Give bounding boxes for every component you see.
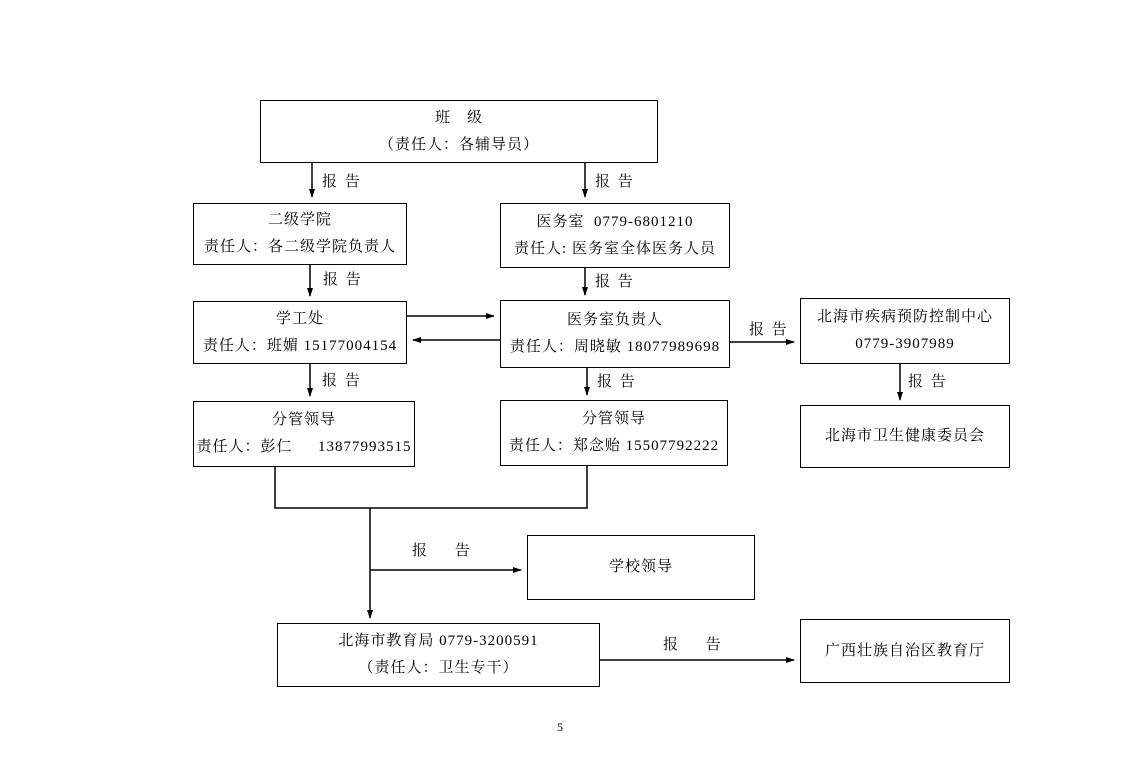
node-cdc-center (800, 298, 1010, 364)
node-detail: （责任人：各辅导员） (378, 136, 539, 153)
report-label-to-edu-department: 报 告 (663, 637, 733, 653)
node-title: 广西壮族自治区教育厅 (824, 642, 985, 659)
node-title: 二级学院 (267, 212, 332, 228)
node-education-department (800, 619, 1010, 683)
node-title: 医务室负责人 (566, 312, 663, 328)
node-student-affairs-office (193, 301, 407, 364)
report-label-clinic-head-to-leader: 报 告 (597, 374, 637, 390)
node-clinic (500, 203, 730, 268)
node-title: 班 级 (434, 109, 483, 126)
node-health-commission (800, 405, 1010, 468)
node-college (193, 203, 407, 265)
node-detail: 0779-3907989 (855, 336, 955, 352)
node-class-level (260, 100, 658, 163)
node-detail: 责任人: 医务室全体医务人员 (514, 240, 716, 257)
report-label-cdc-to-health-commission: 报 告 (908, 374, 948, 390)
node-title: 学工处 (275, 310, 324, 327)
report-label-class-to-college: 报 告 (322, 174, 362, 190)
report-label-clinic-to-clinic-head: 报 告 (595, 274, 635, 290)
node-title: 学校领导 (608, 559, 673, 575)
node-detail: 责任人：彭仁 13877993515 (196, 439, 412, 455)
node-title: 分管领导 (581, 411, 646, 427)
report-label-student-affairs-to-leader: 报 告 (322, 373, 362, 389)
node-detail: 责任人：周晓敏 18077989698 (509, 339, 721, 355)
node-title: 北海市疾病预防控制中心 (816, 309, 993, 325)
report-label-to-school-leaders: 报 告 (412, 543, 482, 559)
report-label-college-to-student-affairs: 报 告 (323, 272, 363, 288)
node-title: 北海市卫生健康委员会 (824, 428, 985, 444)
node-detail: （责任人：卫生专干） (358, 660, 519, 676)
node-education-bureau (277, 623, 600, 687)
report-label-class-to-clinic: 报 告 (595, 174, 635, 190)
node-title: 医务室 0779-6801210 (536, 213, 694, 230)
node-title: 北海市教育局 0779-3200591 (338, 633, 539, 649)
node-leader-mid (500, 400, 728, 466)
node-detail: 责任人：班媚 15177004154 (202, 337, 398, 354)
report-label-clinic-head-to-cdc: 报 告 (749, 322, 789, 338)
node-clinic-head (500, 300, 730, 368)
node-detail: 责任人：各二级学院负责人 (203, 239, 396, 255)
node-school-leaders (527, 535, 755, 600)
node-detail: 责任人：郑念贻 15507792222 (508, 438, 720, 454)
node-title: 分管领导 (271, 412, 336, 428)
node-leader-left (193, 401, 415, 467)
page-number: 5 (557, 720, 563, 734)
